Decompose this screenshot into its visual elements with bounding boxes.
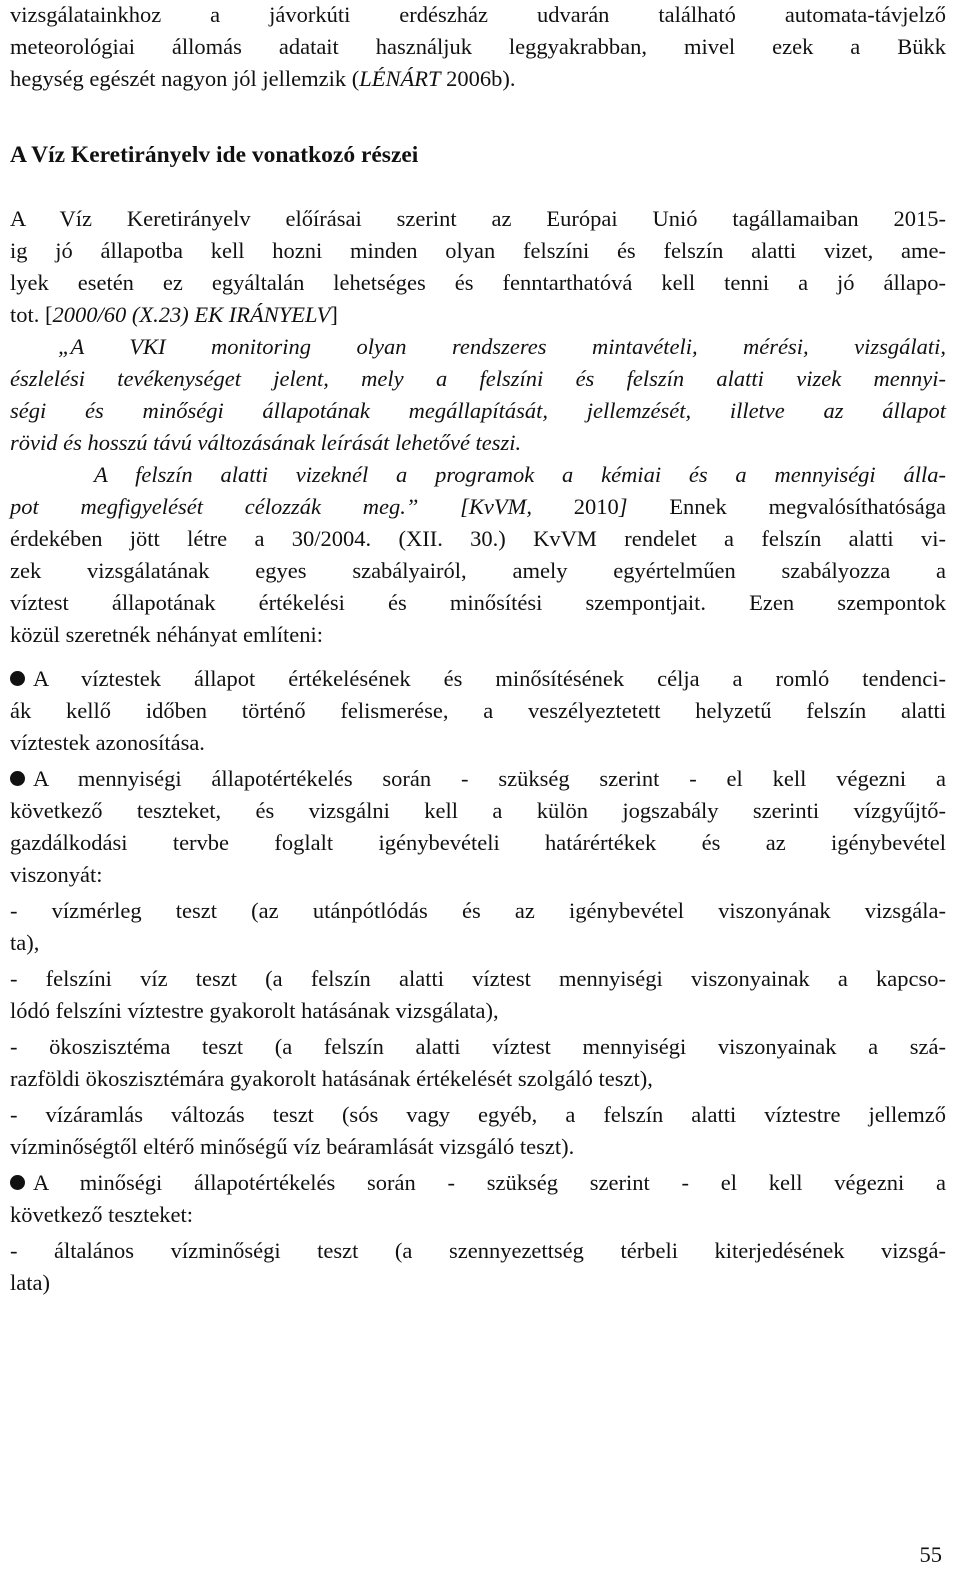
- page-number: 55: [919, 1542, 942, 1567]
- text-line: zek vizsgálatának egyes szabályairól, amely egyértelműen szabályozza a: [10, 558, 946, 583]
- text-line: víztest állapotának értékelési és minősítési szempontjait. Ezen szempontok: [10, 590, 946, 615]
- text-line: lyek esetén ez egyáltalán lehetséges és fenntarthatóvá kell tenni a jó állapo-: [10, 270, 946, 295]
- bullet-dot-icon: [10, 1175, 25, 1190]
- dash-item: - vízáramlás változás teszt (sós vagy egyéb, a felszín alatti víztestre jellemző: [10, 1102, 946, 1127]
- text-line: A Víz Keretirányelv előírásai szerint az Európai Unió tagállamaiban 2015-: [10, 206, 946, 231]
- text-line: gazdálkodási tervbe foglalt igénybevételi határértékek és az igénybevétel: [10, 830, 946, 855]
- bullet-item: A víztestek állapot értékelésének és minősítésének célja a romló tendenci-: [10, 664, 946, 694]
- bullet-item: A minőségi állapotértékelés során - szükség szerint - el kell végezni a: [10, 1168, 946, 1198]
- text-line: érdekében jött létre a 30/2004. (XII. 30.) KvVM rendelet a felszín alatti vi-: [10, 526, 946, 551]
- quote-line: „A VKI monitoring olyan rendszeres mintavételi, mérési, vizsgálati,: [58, 334, 946, 359]
- text-line: lódó felszíni víztestre gyakorolt hatásának vizsgálata),: [10, 998, 499, 1023]
- citation-author: LÉNÁRT: [359, 66, 441, 91]
- quote-line: rövid és hosszú távú változásának leírását lehetővé teszi.: [10, 430, 522, 455]
- text-line: vízminőségtől eltérő minőségű víz beáramlását vizsgáló teszt).: [10, 1134, 575, 1159]
- text-line: ta),: [10, 930, 40, 955]
- text-line: meteorológiai állomás adatait használjuk leggyakrabban, mivel ezek a Bükk: [10, 34, 946, 59]
- section-heading: A Víz Keretirányelv ide vonatkozó részei: [10, 142, 419, 168]
- text-line: lata): [10, 1270, 50, 1295]
- quote-line: A felszín alatti vizeknél a programok a kémiai és a mennyiségi álla-: [94, 462, 946, 487]
- dash-item: - ökoszisztéma teszt (a felszín alatti víztest mennyiségi viszonyainak a szá-: [10, 1034, 946, 1059]
- text-line: hegység egészét nagyon jól jellemzik (LÉNÁRT 2006b).: [10, 66, 516, 91]
- quote-line: észlelési tevékenységet jelent, mely a felszíni és felszín alatti vizek mennyi-: [10, 366, 946, 391]
- text-line: tot. [2000/60 (X.23) EK IRÁNYELV]: [10, 302, 338, 327]
- bullet-dot-icon: [10, 671, 25, 686]
- text-line: vizsgálatainkhoz a jávorkúti erdészház udvarán található automata-távjelző: [10, 2, 946, 27]
- citation-directive: 2000/60 (X.23) EK IRÁNYELV: [52, 302, 331, 327]
- bullet-item: A mennyiségi állapotértékelés során - szükség szerint - el kell végezni a: [10, 764, 946, 794]
- text-line: víztestek azonosítása.: [10, 730, 205, 755]
- text-line: következő teszteket, és vizsgálni kell a külön jogszabály szerinti vízgyűjtő-: [10, 798, 946, 823]
- text-line: közül szeretnék néhányat említeni:: [10, 622, 324, 647]
- text-line: razföldi ökoszisztémára gyakorolt hatásának értékelését szolgáló teszt),: [10, 1066, 653, 1091]
- dash-item: - vízmérleg teszt (az utánpótlódás és az igénybevétel viszonyának vizsgála-: [10, 898, 946, 923]
- text-line: ák kellő időben történő felismerése, a veszélyeztetett helyzetű felszín alatti: [10, 698, 946, 723]
- text-line: pot megfigyelését célozzák meg.” [KvVM, 2010] Ennek megvalósíthatósága: [10, 494, 947, 519]
- text-line: viszonyát:: [10, 862, 103, 887]
- dash-item: - általános vízminőségi teszt (a szennyezettség térbeli kiterjedésének vizsgá-: [10, 1238, 946, 1263]
- dash-item: - felszíni víz teszt (a felszín alatti víztest mennyiségi viszonyainak a kapcso-: [10, 966, 946, 991]
- text-line: következő teszteket:: [10, 1202, 194, 1227]
- citation-kvvm: KvVM,: [468, 494, 532, 519]
- bullet-dot-icon: [10, 771, 25, 786]
- quote-line: ségi és minőségi állapotának megállapítását, jellemzését, illetve az állapot: [10, 398, 946, 423]
- text-line: ig jó állapotba kell hozni minden olyan felszíni és felszín alatti vizet, ame-: [10, 238, 946, 263]
